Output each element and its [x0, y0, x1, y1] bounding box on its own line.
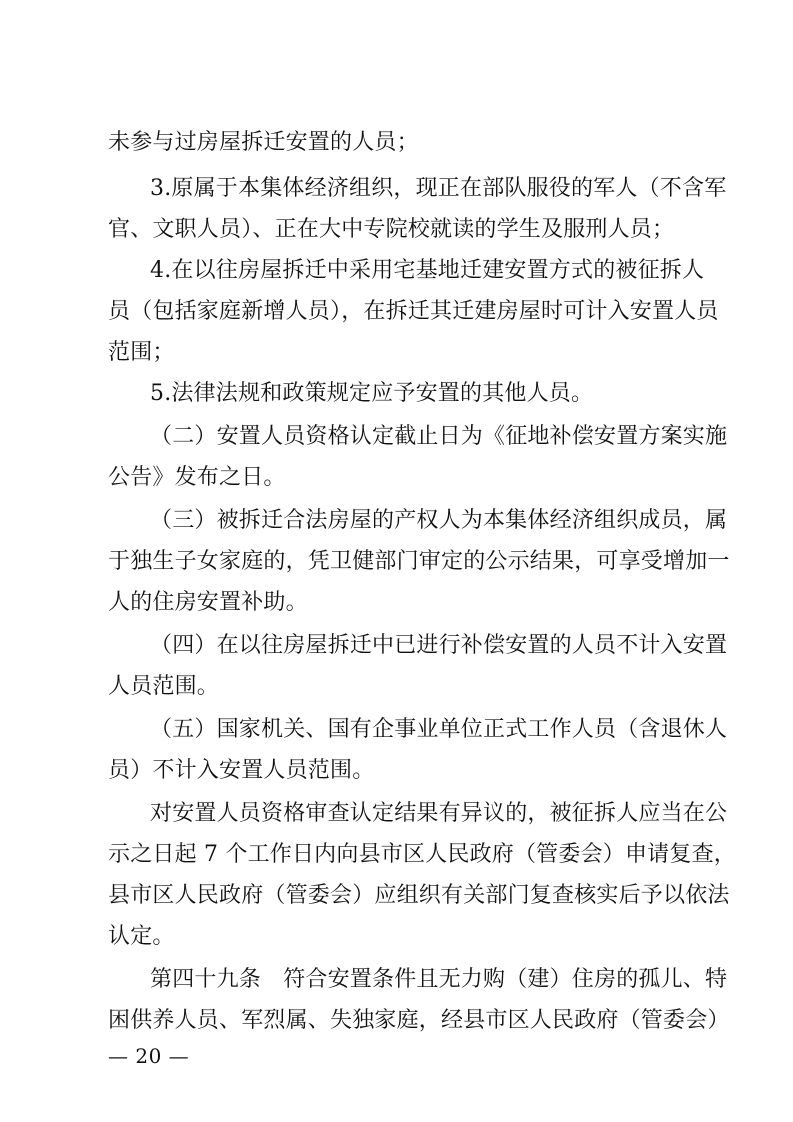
text-line: 第四十九条 符合安置条件且无力购（建）住房的孤儿、特 — [150, 967, 728, 992]
text-line: （四）在以往房屋拆迁中已进行补偿安置的人员不计入安置 — [150, 633, 728, 658]
text-line: 示之日起 7 个工作日内向县市区人民政府（管委会）申请复查， — [108, 842, 736, 867]
text-line: 未参与过房屋拆迁安置的人员； — [108, 130, 419, 155]
text-line: 5.法律法规和政策规定应予安置的其他人员。 — [150, 381, 594, 406]
text-line: 对安置人员资格审查认定结果有异议的，被征拆人应当在公 — [150, 801, 728, 826]
text-line: 于独生子女家庭的，凭卫健部门审定的公示结果，可享受增加一 — [108, 549, 730, 574]
text-line: 认定。 — [108, 924, 175, 949]
text-line: 困供养人员、军烈属、失独家庭，经县市区人民政府（管委会） — [108, 1008, 730, 1033]
text-line: （三）被拆迁合法房屋的产权人为本集体经济组织成员，属 — [150, 508, 728, 533]
text-line: 人员范围。 — [108, 674, 220, 699]
page-number: — 20 — — [108, 1044, 190, 1068]
text-line: 员）不计入安置人员范围。 — [108, 758, 375, 783]
text-line: （五）国家机关、国有企事业单位正式工作人员（含退休人 — [150, 717, 728, 742]
text-line: 县市区人民政府（管委会）应组织有关部门复查核实后予以依法 — [108, 883, 730, 908]
text-line: 范围； — [108, 340, 175, 365]
text-line: 4.在以往房屋拆迁中采用宅基地迁建安置方式的被征拆人 — [150, 258, 705, 283]
text-line: （二）安置人员资格认定截止日为《征地补偿安置方案实施 — [150, 424, 728, 449]
text-line: 3.原属于本集体经济组织，现正在部队服役的军人（不含军 — [150, 176, 727, 201]
text-line: 公告》发布之日。 — [108, 465, 286, 490]
text-line: 员（包括家庭新增人员），在拆迁其迁建房屋时可计入安置人员 — [108, 299, 719, 324]
text-line: 官、文职人员）、正在大中专院校就读的学生及服刑人员； — [108, 217, 675, 242]
text-line: 人的住房安置补助。 — [108, 590, 308, 615]
